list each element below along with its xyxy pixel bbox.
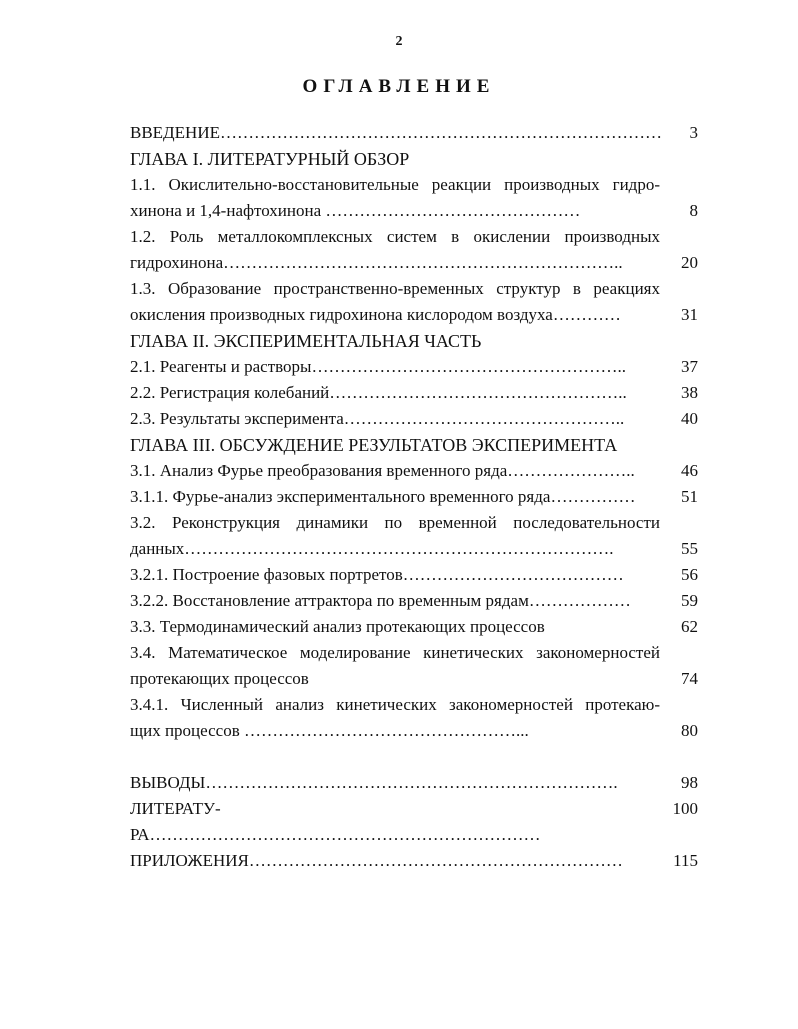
toc-entry-page: 59 bbox=[681, 591, 698, 610]
toc-entry-1-2-line2 bbox=[130, 250, 698, 276]
toc-entry-text: РА…………………………………………………………… bbox=[130, 825, 541, 844]
toc-entry-page: 115 bbox=[673, 851, 698, 870]
toc-entry-3-4-1-line2 bbox=[130, 718, 698, 744]
toc-entry-text: ЛИТЕРАТУ- bbox=[130, 799, 221, 818]
toc-entry-1-3-line1 bbox=[130, 276, 698, 302]
toc-entry-text: 2.3. Результаты эксперимента………………………………………….. bbox=[130, 409, 625, 428]
toc-entry-2-1 bbox=[130, 354, 698, 380]
toc-entry-3-4-line1 bbox=[130, 640, 698, 666]
toc-entry-appendices bbox=[130, 848, 698, 874]
toc-entry-page: 46 bbox=[681, 461, 698, 480]
toc-entry-text: ВВЕДЕНИЕ…………………………………………………………………… bbox=[130, 123, 662, 142]
toc-entry-3-1 bbox=[130, 458, 698, 484]
toc-entry-3-2-1 bbox=[130, 562, 698, 588]
toc-entry-text: 1.2. Роль металлокомплексных систем в окислении производных bbox=[130, 227, 660, 246]
toc-entry-page: 3 bbox=[689, 123, 698, 142]
toc-chapter-1 bbox=[130, 146, 698, 172]
toc-entry-1-1-line2 bbox=[130, 198, 698, 224]
toc-entry-page: 8 bbox=[689, 201, 698, 220]
toc-entry-text: 3.4.1. Численный анализ кинетических закономерностей протекаю- bbox=[130, 695, 660, 714]
toc-chapter-3 bbox=[130, 432, 698, 458]
toc-entry-page: 98 bbox=[681, 773, 698, 792]
toc-entry-introduction bbox=[130, 120, 698, 146]
toc-entry-3-3 bbox=[130, 614, 698, 640]
toc-entry-text: 3.1. Анализ Фурье преобразования временного ряда………………….. bbox=[130, 461, 635, 480]
toc-entry-page: 37 bbox=[681, 357, 698, 376]
toc-entry-3-1-1 bbox=[130, 484, 698, 510]
toc-entry-text: 3.1.1. Фурье-анализ экспериментального временного ряда…………… bbox=[130, 487, 636, 506]
toc-entry-page: 80 bbox=[681, 721, 698, 740]
page-number: 2 bbox=[395, 34, 403, 49]
toc-entry-text: хинона и 1,4-нафтохинона ……………………………………… bbox=[130, 201, 581, 220]
toc-entry-2-3 bbox=[130, 406, 698, 432]
toc-entry-text: ПРИЛОЖЕНИЯ………………………………………………………… bbox=[130, 851, 623, 870]
toc-entry-2-2 bbox=[130, 380, 698, 406]
toc-entry-text: 1.1. Окислительно-восстановительные реакции производных гидро- bbox=[130, 175, 660, 194]
toc-entry-text: 2.1. Реагенты и растворы……………………………………………….. bbox=[130, 357, 626, 376]
toc-entry-page: 20 bbox=[681, 253, 698, 272]
toc-entry-3-4-1-line1 bbox=[130, 692, 698, 718]
toc-entry-page: 74 bbox=[681, 669, 698, 688]
toc-entry-page: 38 bbox=[681, 383, 698, 402]
toc-entry-1-3-line2 bbox=[130, 302, 698, 328]
toc-entry-text: ВЫВОДЫ………………………………………………………………. bbox=[130, 773, 618, 792]
toc-entry-text: гидрохинона…………………………………………………………….. bbox=[130, 253, 623, 272]
toc-entry-text: окисления производных гидрохинона кислородом воздуха………… bbox=[130, 305, 621, 324]
toc-entry-3-4-line2 bbox=[130, 666, 698, 692]
toc-entry-text: ГЛАВА III. ОБСУЖДЕНИЕ РЕЗУЛЬТАТОВ ЭКСПЕРИМЕНТА bbox=[130, 435, 618, 455]
toc-entry-text: 2.2. Регистрация колебаний…………………………………………….. bbox=[130, 383, 627, 402]
toc-entry-text: 3.2. Реконструкция динамики по временной последовательности bbox=[130, 513, 660, 532]
toc-entry-text: ГЛАВА I. ЛИТЕРАТУРНЫЙ ОБЗОР bbox=[130, 149, 410, 169]
toc-entry-1-1-line1 bbox=[130, 172, 698, 198]
toc-entry-3-2-line1 bbox=[130, 510, 698, 536]
toc-entry-page: 62 bbox=[681, 617, 698, 636]
toc-entry-text: 3.3. Термодинамический анализ протекающих процессов bbox=[130, 617, 545, 636]
toc-entry-references-line1 bbox=[130, 796, 698, 822]
toc-title: ОГЛАВЛЕНИЕ bbox=[302, 76, 496, 97]
toc-entry-3-2-line2 bbox=[130, 536, 698, 562]
toc-entry-references-line2 bbox=[130, 822, 698, 848]
toc-entry-text: 3.2.1. Построение фазовых портретов………………………………… bbox=[130, 565, 624, 584]
toc-entry-text: 3.4. Математическое моделирование кинетических закономерностей bbox=[130, 643, 660, 662]
toc-entry-page: 100 bbox=[672, 799, 698, 818]
toc-entry-text: ГЛАВА II. ЭКСПЕРИМЕНТАЛЬНАЯ ЧАСТЬ bbox=[130, 331, 482, 351]
toc-entry-1-2-line1 bbox=[130, 224, 698, 250]
toc-entry-page: 51 bbox=[681, 487, 698, 506]
toc-entry-text: данных…………………………………………………………………. bbox=[130, 539, 614, 558]
toc-entry-conclusions bbox=[130, 770, 698, 796]
toc-entry-3-2-2 bbox=[130, 588, 698, 614]
toc-entry-page: 31 bbox=[681, 305, 698, 324]
toc-entry-page: 40 bbox=[681, 409, 698, 428]
toc-chapter-2 bbox=[130, 328, 698, 354]
toc-entry-text: щих процессов …………………………………………... bbox=[130, 721, 529, 740]
toc-entry-text: протекающих процессов bbox=[130, 669, 309, 688]
toc-entry-page: 55 bbox=[681, 539, 698, 558]
toc-entry-text: 1.3. Образование пространственно-временных структур в реакциях bbox=[130, 279, 660, 298]
toc-entry-text: 3.2.2. Восстановление аттрактора по временным рядам……………… bbox=[130, 591, 631, 610]
toc-entry-page: 56 bbox=[681, 565, 698, 584]
